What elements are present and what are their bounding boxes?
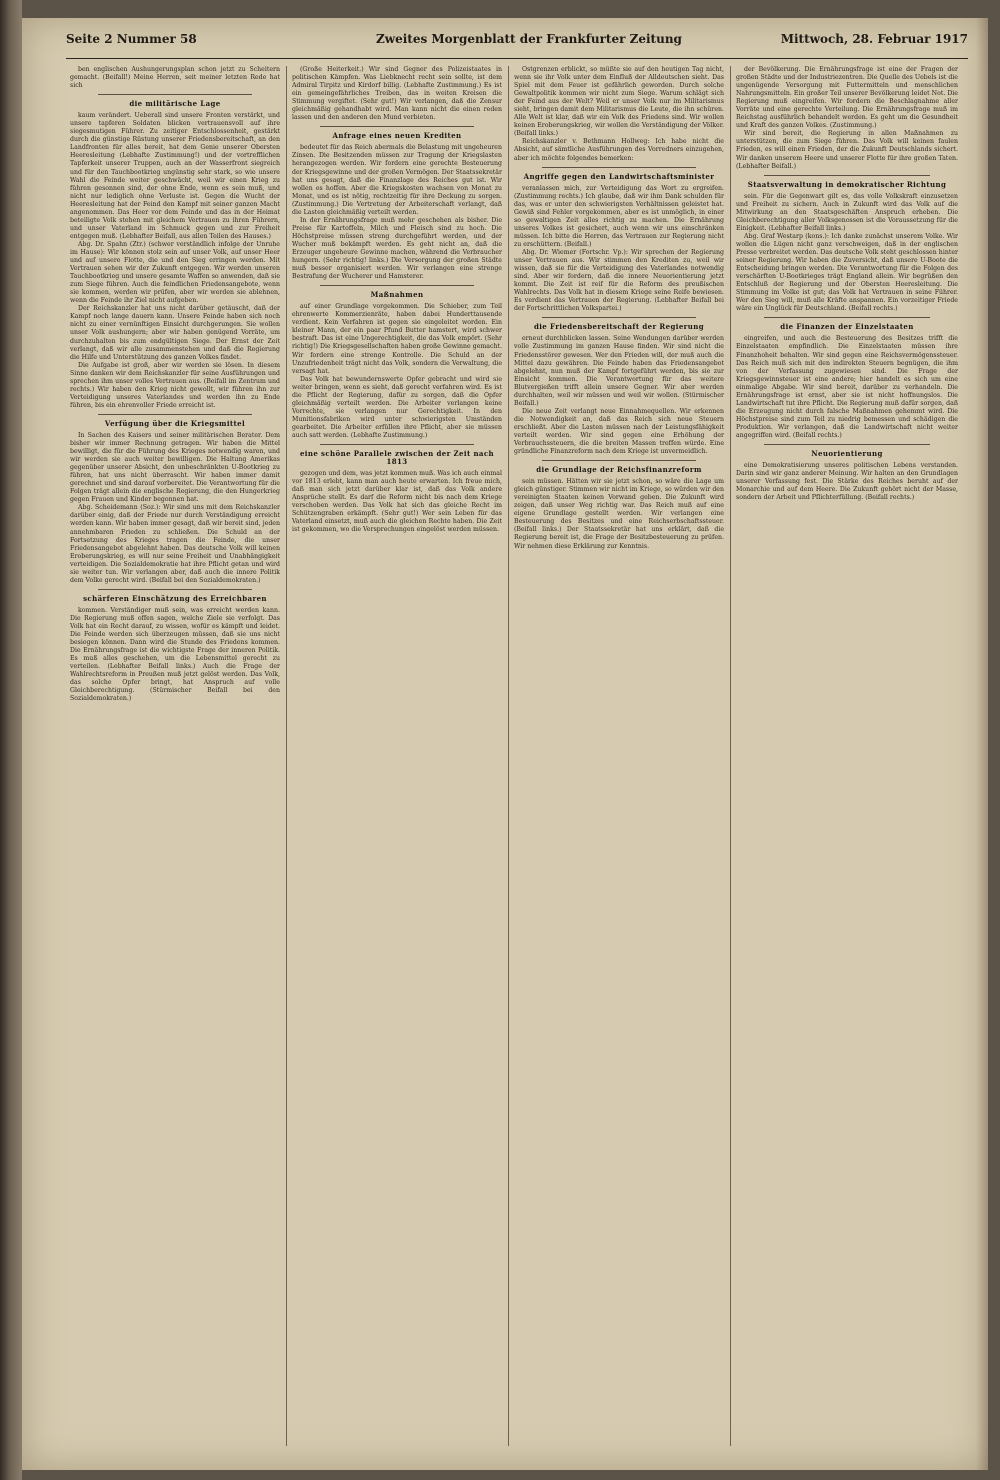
article-paragraph: bedeutet für das Reich abermals die Belastung mit ungeheuren Zinsen. Die Besitzenden müssen zur Tragung der Kriegslasten herangezogen werden. Wir fordern eine gerechte Besteuerung der Kriegsgewinne und der großen Vermögen. Der Staatssekretär hat uns gesagt, daß die Finanzlage des Reiches gut ist. Wir wollen es hoffen. Aber die Kriegskosten wachsen von Monat zu Monat, und es ist nötig, rechtzeitig für ihre Deckung zu sorgen. (Zustimmung.) Die Vertretung der Arbeiterschaft verlangt, daß die Lasten gleichmäßig verteilt werden.: [292, 144, 502, 216]
text-column-4: [736, 66, 958, 1446]
article-paragraph: auf einer Grundlage vorgekommen. Die Schieber, zum Teil ehrenwerte Kommerzienräte, haben dabei Hunderttausende verdient. Kein Verfahren ist gegen sie eingeleitet worden. Ein kleiner Mann, der ein paar Pfund Butter hamstert, wird schwer bestraft. Das ist eine Ungerechtigkeit, die das Volk empört. (Sehr richtig!) Die Kriegsgesellschaften haben große Gewinne gemacht. Wir fordern eine strenge Kontrolle. Die Schuld an der Unzufriedenheit trägt nicht das Volk, sondern die Verwaltung, die versagt hat.: [292, 303, 502, 375]
section-heading: die Finanzen der Einzelstaaten: [780, 322, 914, 332]
article-paragraph: Die neue Zeit verlangt neue Einnahmequellen. Wir erkennen die Notwendigkeit an, daß das Reich sich neue Steuern erschließt. Aber die Lasten müssen nach der Leistungsfähigkeit verteilt werden. Wir sind gegen eine Erhöhung der Verbrauchssteuern, die die breiten Massen treffen würde. Eine gründliche Finanzreform nach dem Kriege ist unvermeidlich.: [514, 407, 724, 456]
section-heading: die militärische Lage: [129, 99, 221, 109]
article-paragraph: Reichskanzler v. Bethmann Hollweg: Ich habe nicht die Absicht, auf sämtliche Ausführungen des Vorredners einzugehen, aber ich möchte folgendes bemerken:: [514, 138, 724, 162]
article-paragraph: In Sachen des Kaisers und seiner militärischen Berater. Dem bisher wir immer Rechnung getragen. Wir haben die Mittel bewilligt, die für die Führung des Krieges notwendig waren, und wir werden sie auch weiter bewilligen. Die Haltung Amerikas gegenüber unserer Absicht, den unbeschränkten U-Bootkrieg zu führen, hat uns nicht überrascht. Wir haben immer damit gerechnet und sind darauf vorbereitet. Die Verantwortung für die Folgen trägt allein die englische Regierung, die den Hungerkrieg gegen Frauen und Kinder begonnen hat.: [70, 431, 280, 504]
article-paragraph: der Bevölkerung. Die Ernährungsfrage ist eine der Fragen der großen Städte und der Industriezentren. Die Quelle des Uebels ist die ungenügende Versorgung mit Futtermitteln und menschlichen Nahrungsmitteln. Ein großer Teil unserer Bevölkerung leidet Not. Die Regierung muß eingreifen. Wir fordern die Beschlagnahme aller Vorräte und eine gerechte Verteilung. Die Ernährungsfrage muß im Reichstag ausführlich behandelt werden. Es geht um die Gesundheit und Kraft des ganzen Volkes. (Zustimmung.): [736, 66, 958, 130]
section-rule: [542, 317, 696, 318]
section-heading: die Grundlage der Reichsfinanzreform: [536, 465, 702, 475]
section-rule: [764, 175, 930, 176]
page-number: Seite 2 Nummer 58: [66, 32, 197, 46]
article-paragraph: kommen. Verständiger muß sein, was erreicht werden kann. Die Regierung muß offen sagen, welche Ziele sie verfolgt. Das Volk hat ein Recht darauf, zu wissen, wofür es kämpft und leidet. Die Feinde werden sich überzeugen müssen, daß sie uns nicht besiegen können. Dann wird die Stunde des Friedens kommen. Die Ernährungsfrage ist die wichtigste Frage der inneren Politik. Es muß alles geschehen, um die Lebensmittel gerecht zu verteilen. (Lebhafter Beifall links.) Auch die Frage der Wahlrechtsreform in Preußen muß jetzt gelöst werden. Das Volk, das solche Opfer bringt, hat Anspruch auf volle Gleichberechtigung. (Stürmischer Beifall bei den Sozialdemokraten.): [70, 606, 280, 703]
article-paragraph: Abg. Scheidemann (Soz.): Wir sind uns mit dem Reichskanzler darüber einig, daß der Friede nur durch Verständigung erreicht werden kann. Wir haben immer gesagt, daß wir bereit sind, jeden annehmbaren Frieden zu schließen. Die Schuld an der Fortsetzung des Krieges tragen die Feinde, die unser Friedensangebot abgelehnt haben. Das deutsche Volk will keinen Eroberungskrieg, es will nur seine Freiheit und Unabhängigkeit verteidigen. Die Sozialdemokratie hat ihre Pflicht getan und wird sie weiter tun. Wir verlangen aber, daß auch die innere Politik dem Volke gerecht wird. (Beifall bei den Sozialdemokraten.): [70, 504, 280, 584]
article-paragraph: Das Volk hat bewundernswerte Opfer gebracht und wird sie weiter bringen, wenn es sieht, daß gerecht verfahren wird. Es ist die Pflicht der Regierung, dafür zu sorgen, daß die Opfer gleichmäßig verteilt werden. Die Arbeiter verlangen keine Vorrechte, sie verlangen nur Gerechtigkeit. In den Munitionsfabriken wird unter schwierigsten Umständen gearbeitet. Die Arbeiter erfüllen ihre Pflicht, aber sie müssen auch satt werden. (Lebhafte Zustimmung.): [292, 375, 502, 439]
article-paragraph: In der Ernährungsfrage muß mehr geschehen als bisher. Die Preise für Kartoffeln, Milch und Fleisch sind zu hoch. Die Höchstpreise müssen streng durchgeführt werden, und der Wucher muß bekämpft werden. Es geht nicht an, daß die Erzeuger ungeheure Gewinne machen, während die Verbraucher hungern. (Sehr richtig! links.) Die Versorgung der großen Städte muß besser organisiert werden. Wir verlangen eine strenge Bestrafung der Wucherer und Hamsterer.: [292, 216, 502, 281]
text-column-1: [70, 66, 280, 1446]
article-paragraph: kaum verändert. Ueberall sind unsere Fronten verstärkt, und unsere tapferen Soldaten blicken vertrauensvoll auf ihre siegesmutigen Führer. Zu zeitiger Entschlossenheit, gestärkt durch die günstige Rüstung unserer Friedensbereitschaft, an den Landfronten für alles bereit, hat dem Genie unserer Obersten Heeresleitung (Lebhafte Zustimmung!) und der vortrefflichen Tapferkeit unserer Truppen, auch an der Wasserfront siegreich und für den Tauchbootkrieg ungünstig sehr stark, so wie unsere Wahl die Feinde weiter geschwächt, weil wir einen Krieg zu führen gesonnen sind, der ohne Ende, wenn es sein muß, und nicht nur lediglich ohne Verluste ist. Gegen die Wucht der Heeresleitung hat der Feind den Kampf mit seiner ganzen Macht angenommen. Das Heer vor dem Feinde und das in der Heimat beteiligte Volk stehen mit gleichem Vertrauen zu ihren Führern, und unser Vaterland im Schmuck gegen und zur Freiheit entgegen muß. (Lebhafter Beifall, aus allen Teilen des Hauses.): [70, 112, 280, 240]
article-paragraph: Wir sind bereit, die Regierung in allen Maßnahmen zu unterstützen, die zum Siege führen. Das Volk will keinen faulen Frieden, es will einen Frieden, der die Zukunft Deutschlands sichert. Wir danken unserem Heere und unserer Flotte für ihre großen Taten. (Lebhafter Beifall.): [736, 130, 958, 170]
article-paragraph: eingreifen, und auch die Besteuerung des Besitzes trifft die Einzelstaaten empfindlich. Die Einzelstaaten müssen ihre Finanzhoheit behalten. Wir sind gegen eine Reichsvermögenssteuer. Das Reich muß sich mit den indirekten Steuern begnügen, die ihm von der Verfassung zugewiesen sind. Die Frage der Kriegsgewinnsteuer ist eine andere; hier handelt es sich um eine einmalige Abgabe. Wir sind bereit, darüber zu verhandeln. Die Ernährungsfrage ist ernst, aber sie ist nicht hoffnungslos. Die Landwirtschaft tut ihre Pflicht. Die Regierung muß dafür sorgen, daß die Erzeugung nicht durch falsche Maßnahmen gehemmt wird. Die Höchstpreise sind zum Teil zu niedrig bemessen und schädigen die Produktion. Wir verlangen, daß die Landwirtschaft nicht weiter angegriffen wird. (Beifall rechts.): [736, 335, 958, 439]
section-heading: die Friedensbereitschaft der Regierung: [533, 322, 705, 332]
article-paragraph: Ostgrenzen erblickt, so müßte sie auf den heutigen Tag nicht, wenn sie ihr Volk unter dem Einfluß der Alldeutschen sieht. Das Spiel mit dem Feuer ist gefährlich geworden. Durch solche Gewaltpolitik kommen wir nicht zum Siege. Warum schlägt sich der Feind aus der Welt? Weil er unser Volk nur im Militarismus sieht, bringen damit dem Militarismus die Leute, die ihn schüren. Alle Welt ist klar, daß wir ein Volk des Friedens sind. Wir wollen keinen Eroberungskrieg, wir wollen die Verständigung der Völker. (Beifall links.): [514, 66, 724, 138]
column-divider: [286, 66, 287, 1446]
section-heading: Staatsverwaltung in demokratischer Richtung: [747, 179, 947, 189]
newspaper-page: [22, 18, 988, 1470]
section-rule: [542, 167, 696, 168]
article-paragraph: sein müssen. Hätten wir sie jetzt schon, so wäre die Lage um gleich günstiger. Stimmen wir nicht im Kriege, so würden wir den vereinigten Staaten keinen Vorwand geben. Die Zukunft wird zeigen, daß unser Weg richtig war. Das Reich muß auf eine eigene Grundlage gestellt werden. Wir verlangen eine Besteuerung des Besitzes und eine Reichserbschaftssteuer. (Beifall links.) Der Staatssekretär hat uns erklärt, daß die Regierung bereit ist, die Frage der Besitzbesteuerung zu prüfen. Wir nehmen diese Erklärung zur Kenntnis.: [514, 478, 724, 550]
article-paragraph: erneut durchblicken lassen. Seine Wendungen darüber werden volle Zustimmung im ganzen Hause finden. Wir sind nicht die Friedensstörer gewesen. Wer den Frieden will, der muß auch die Mittel dazu gewähren. Die Feinde haben das Friedensangebot abgelehnt, nun muß der Kampf fortgeführt werden, bis sie zur Einsicht kommen. Die Verantwortung für das weitere Blutvergießen trifft allein unsere Gegner. Wir aber werden durchhalten, weil wir müssen und weil wir wollen. (Stürmischer Beifall.): [514, 335, 724, 407]
article-paragraph: (Große Heiterkeit.) Wir sind Gegner des Polizeistaates in politischen Kämpfen. Was Liebknecht recht sein sollte, ist dem Admiral Tirpitz und Kirdorf billig. (Lebhafte Zustimmung.) Es ist ein gemeingefährliches Treiben, das in weiten Kreisen die Stimmung vergiftet. (Sehr gut!) Wir verlangen, daß die Zensur gleichmäßig gehandhabt wird. Man kann nicht die einen reden lassen und den anderen den Mund verbieten.: [292, 66, 502, 122]
article-paragraph: gezogen und dem, was jetzt kommen muß. Was ich auch einmal vor 1813 erlebt, kann man auch heute erwarten. Ich freue mich, daß man sich jetzt darüber klar ist, daß das Volk andere Ansprüche stellt. Es darf die Reform nicht bis nach dem Kriege verschoben werden. Das Volk hat sich das gleiche Recht im Schützengraben erkämpft. (Sehr gut!) Wer sein Leben für das Vaterland einsetzt, muß auch die gleichen Rechte haben. Die Zeit ist gekommen, wo die Versprechungen eingelöst werden müssen.: [292, 470, 502, 534]
section-rule: [320, 444, 474, 445]
issue-date: Mittwoch, 28. Februar 1917: [780, 32, 968, 46]
article-paragraph: ben englischen Aushungerungsplan schon jetzt zu Scheitern gemacht. (Beifall!) Meine Herren, seit meiner letzten Rede hat sich: [70, 66, 280, 90]
section-rule: [764, 317, 930, 318]
article-paragraph: Der Reichskanzler hat uns nicht darüber getäuscht, daß der Kampf noch lange dauern kann. Unsere Feinde haben sich noch nicht zu einer vernünftigen Einsicht durchgerungen. Sie wollen unser Volk aushungern; aber wir haben genügend Vorräte, um durchzuhalten bis zum endgültigen Siege. Der Ernst der Zeit verlangt, daß wir alle zusammenstehen und daß die Regierung die Hilfe und Unterstützung des ganzen Volkes findet.: [70, 305, 280, 361]
section-heading: Neuorientierung: [811, 449, 883, 459]
section-heading: Angriffe gegen den Landwirtschaftsminister: [523, 171, 715, 181]
section-heading: Anfrage eines neuen Krediten: [332, 131, 462, 141]
article-paragraph: Die Aufgabe ist groß, aber wir werden sie lösen. In diesem Sinne danken wir dem Reichskanzler für seine Ausführungen und sprechen ihm unser volles Vertrauen aus. (Beifall im Zentrum und rechts.) Wir haben den Krieg nicht gewollt, wir führen ihn zur Verteidigung unseres Vaterlandes und werden ihn zu Ende führen, bis ein ehrenvoller Friede erreicht ist.: [70, 361, 280, 409]
article-paragraph: veranlassen mich, zur Verteidigung das Wort zu ergreifen. (Zustimmung rechts.) Ich glaube, daß wir ihm Dank schulden für das, was er unter den schwierigsten Verhältnissen geleistet hat. Gewiß sind Fehler vorgekommen, aber es ist unmöglich, in einer so gewaltigen Zeit alles richtig zu machen. Die Ernährung unseres Volkes ist gesichert, auch wenn wir uns einschränken müssen. Ich bitte die Herren, das Vertrauen zur Regierung nicht zu erschüttern. (Beifall.): [514, 184, 724, 248]
section-heading: Maßnahmen: [370, 290, 424, 300]
section-rule: [98, 589, 252, 590]
section-rule: [320, 126, 474, 127]
masthead-title: Zweites Morgenblatt der Frankfurter Zeitung: [376, 32, 682, 46]
section-heading: eine schöne Parallele zwischen der Zeit nach 1813: [299, 449, 495, 467]
text-column-3: [514, 66, 724, 1446]
section-rule: [98, 414, 252, 415]
header-rule: [66, 58, 968, 59]
section-rule: [542, 460, 696, 461]
section-heading: schärferen Einschätzung des Erreichbaren: [83, 593, 267, 603]
article-paragraph: Abg. Dr. Wiemer (Fortschr. Vp.): Wir sprechen der Regierung unser Vertrauen aus. Wir stimmen den Krediten zu, weil wir wissen, daß sie für die Verteidigung des Vaterlandes notwendig sind. Aber wir fordern, daß die innere Neuorientierung jetzt kommt. Die Zeit ist reif für die Reform des preußischen Wahlrechts. Das Volk hat in diesem Kriege seine Reife bewiesen. Es verdient das Vertrauen der Regierung. (Lebhafter Beifall bei der Fortschrittlichen Volkspartei.): [514, 248, 724, 313]
column-divider: [730, 66, 731, 1446]
running-header: [66, 26, 968, 52]
article-paragraph: sein. Für die Gegenwart gilt es, das volle Volkskraft einzusetzen und Freiheit zu sichern. Auch in Zukunft wird das Volk auf die Mitwirkung an den Staatsgeschäften Anspruch erheben. Die Gleichberechtigung aller Volksgenossen ist die Voraussetzung für die Einigkeit. (Lebhafter Beifall links.): [736, 192, 958, 232]
section-heading: Verfügung über die Kriegsmittel: [104, 418, 246, 428]
section-rule: [320, 285, 474, 286]
section-rule: [98, 94, 252, 95]
column-divider: [508, 66, 509, 1446]
page-edge-shadow: [976, 18, 988, 1470]
section-rule: [764, 444, 930, 445]
article-paragraph: eine Demokratisierung unseres politischen Lebens verstanden. Darin sind wir ganz anderer Meinung. Wir halten an den Grundlagen unserer Verfassung fest. Die Stärke des Reiches beruht auf der Monarchie und auf dem Heere. Die Zukunft gehört nicht der Masse, sondern der Arbeit und Pflichterfüllung. (Beifall rechts.): [736, 462, 958, 502]
book-spine: [0, 0, 22, 1480]
article-paragraph: Abg. Dr. Spahn (Ztr.) (schwer verständlich infolge der Unruhe im Hause): Wir können stolz sein auf unser Volk, auf unser Heer und auf unsere Flotte, die und den Sieg erringen werden. Mit Vertrauen sehen wir der Zukunft entgegen. Wir werden unseren Tauchbootkrieg und unsere gesamte Waffen so anwenden, daß sie zum Siege führen. Auch die feindlichen Friedensangebote, wenn sie kommen, werden wir prüfen, aber wir werden sie ablehnen, wenn die Feinde ihr Ziel nicht aufgeben.: [70, 240, 280, 305]
text-column-2: [292, 66, 502, 1446]
article-paragraph: Abg. Graf Westarp (kons.): Ich danke zunächst unserem Volke. Wir wollen die Lügen nicht ganz verschweigen, daß in der englischen Presse verbreitet werden. Das deutsche Volk steht geschlossen hinter seiner Regierung. Wir haben die Zuversicht, daß unsere U-Boote die Entscheidung bringen werden. Die Verantwortung für die Folgen des verschärften U-Bootkrieges trägt England allein. Wir begrüßen den Entschluß der Regierung und der Obersten Heeresleitung. Die Stimmung im Volke ist gut; das Volk hat Vertrauen in seine Führer. Wer den Sieg will, muß alle Kräfte anspannen. Ein vorzeitiger Friede wäre ein Unglück für Deutschland. (Beifall rechts.): [736, 232, 958, 313]
